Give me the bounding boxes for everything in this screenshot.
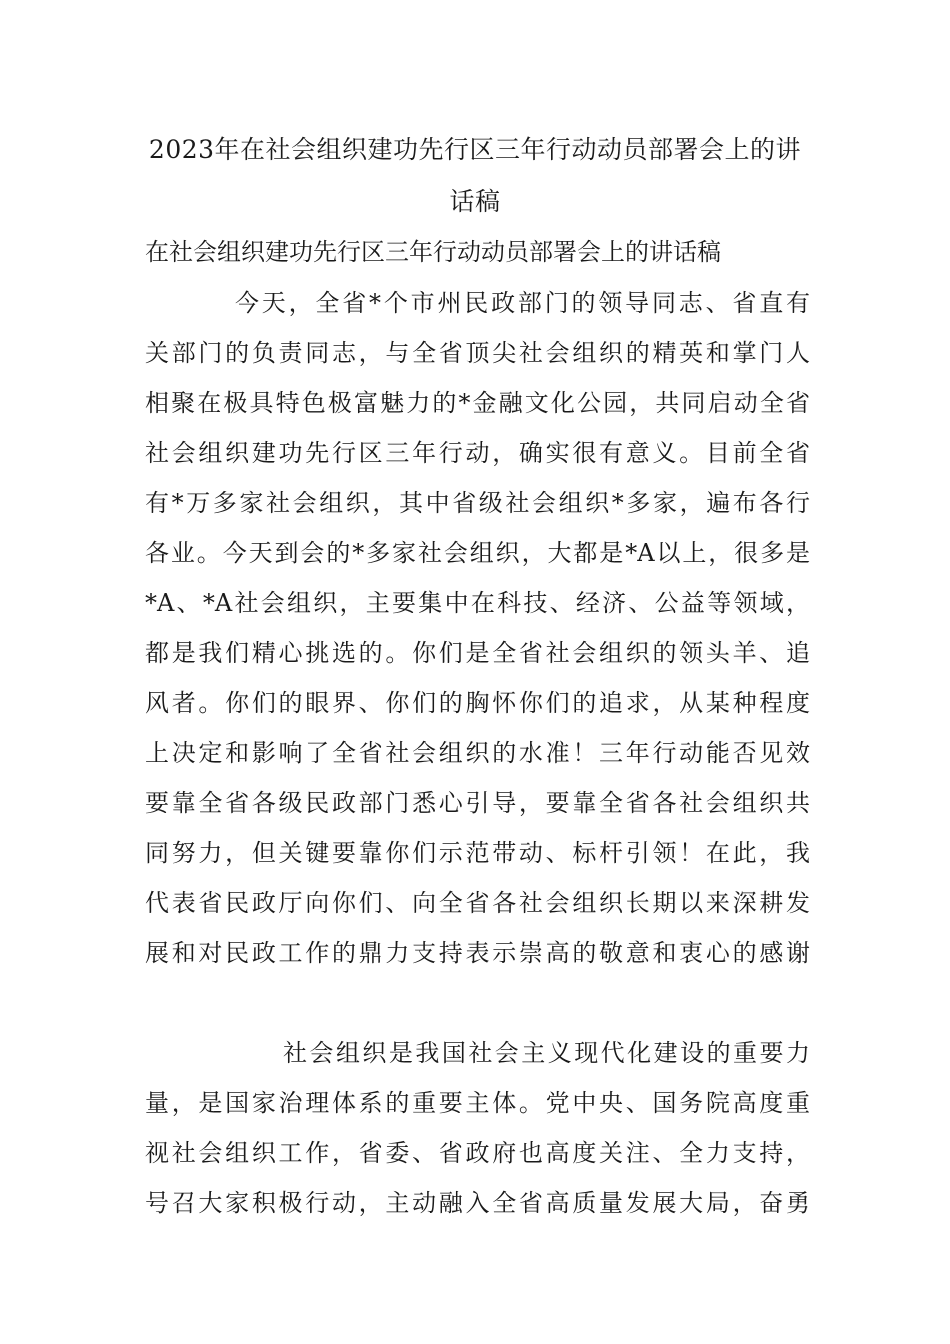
text-line: 展和对民政工作的鼎力支持表示崇高的敬意和衷心的感谢 [145,939,810,967]
text-line: 风者。你们的眼界、你们的胸怀你们的追求，从某种程度 [145,689,810,717]
paragraph-1 [145,278,810,978]
text-line: *A、*A社会组织，主要集中在科技、经济、公益等领域， [145,589,810,617]
text-line: 上决定和影响了全省社会组织的水准！三年行动能否见效 [145,739,810,767]
document-title: 2023年在社会组织建功先行区三年行动动员部署会上的讲话稿 [148,135,802,216]
text-line: 代表省民政厅向你们、向全省各社会组织长期以来深耕发 [145,889,810,917]
text-line: 今天，全省*个市州民政部门的领导同志、省直有 [235,289,810,317]
text-line: 各业。今天到会的*多家社会组织，大都是*A以上，很多是 [145,539,810,567]
text-line: 有*万多家社会组织，其中省级社会组织*多家，遍布各行 [145,489,810,517]
text-line: 要靠全省各级民政部门悉心引导，要靠全省各社会组织共 [145,789,810,817]
text-line: 同努力，但关键要靠你们示范带动、标杆引领！在此，我 [145,839,810,867]
text-line: 视社会组织工作，省委、省政府也高度关注、全力支持， [145,1139,810,1167]
text-line: 相聚在极具特色极富魅力的*金融文化公园，共同启动全省 [145,389,810,417]
text-line: 社会组织是我国社会主义现代化建设的重要力 [283,1039,810,1067]
text-line: 都是我们精心挑选的。你们是全省社会组织的领头羊、追 [145,639,810,667]
paragraph-2 [145,1028,810,1228]
text-line: 关部门的负责同志，与全省顶尖社会组织的精英和掌门人 [145,339,810,367]
text-line: 量，是国家治理体系的重要主体。党中央、国务院高度重 [145,1089,810,1117]
document-subtitle: 在社会组织建功先行区三年行动动员部署会上的讲话稿 [145,238,721,266]
text-line: 社会组织建功先行区三年行动，确实很有意义。目前全省 [145,439,810,467]
text-line: 号召大家积极行动，主动融入全省高质量发展大局，奋勇 [145,1189,810,1217]
